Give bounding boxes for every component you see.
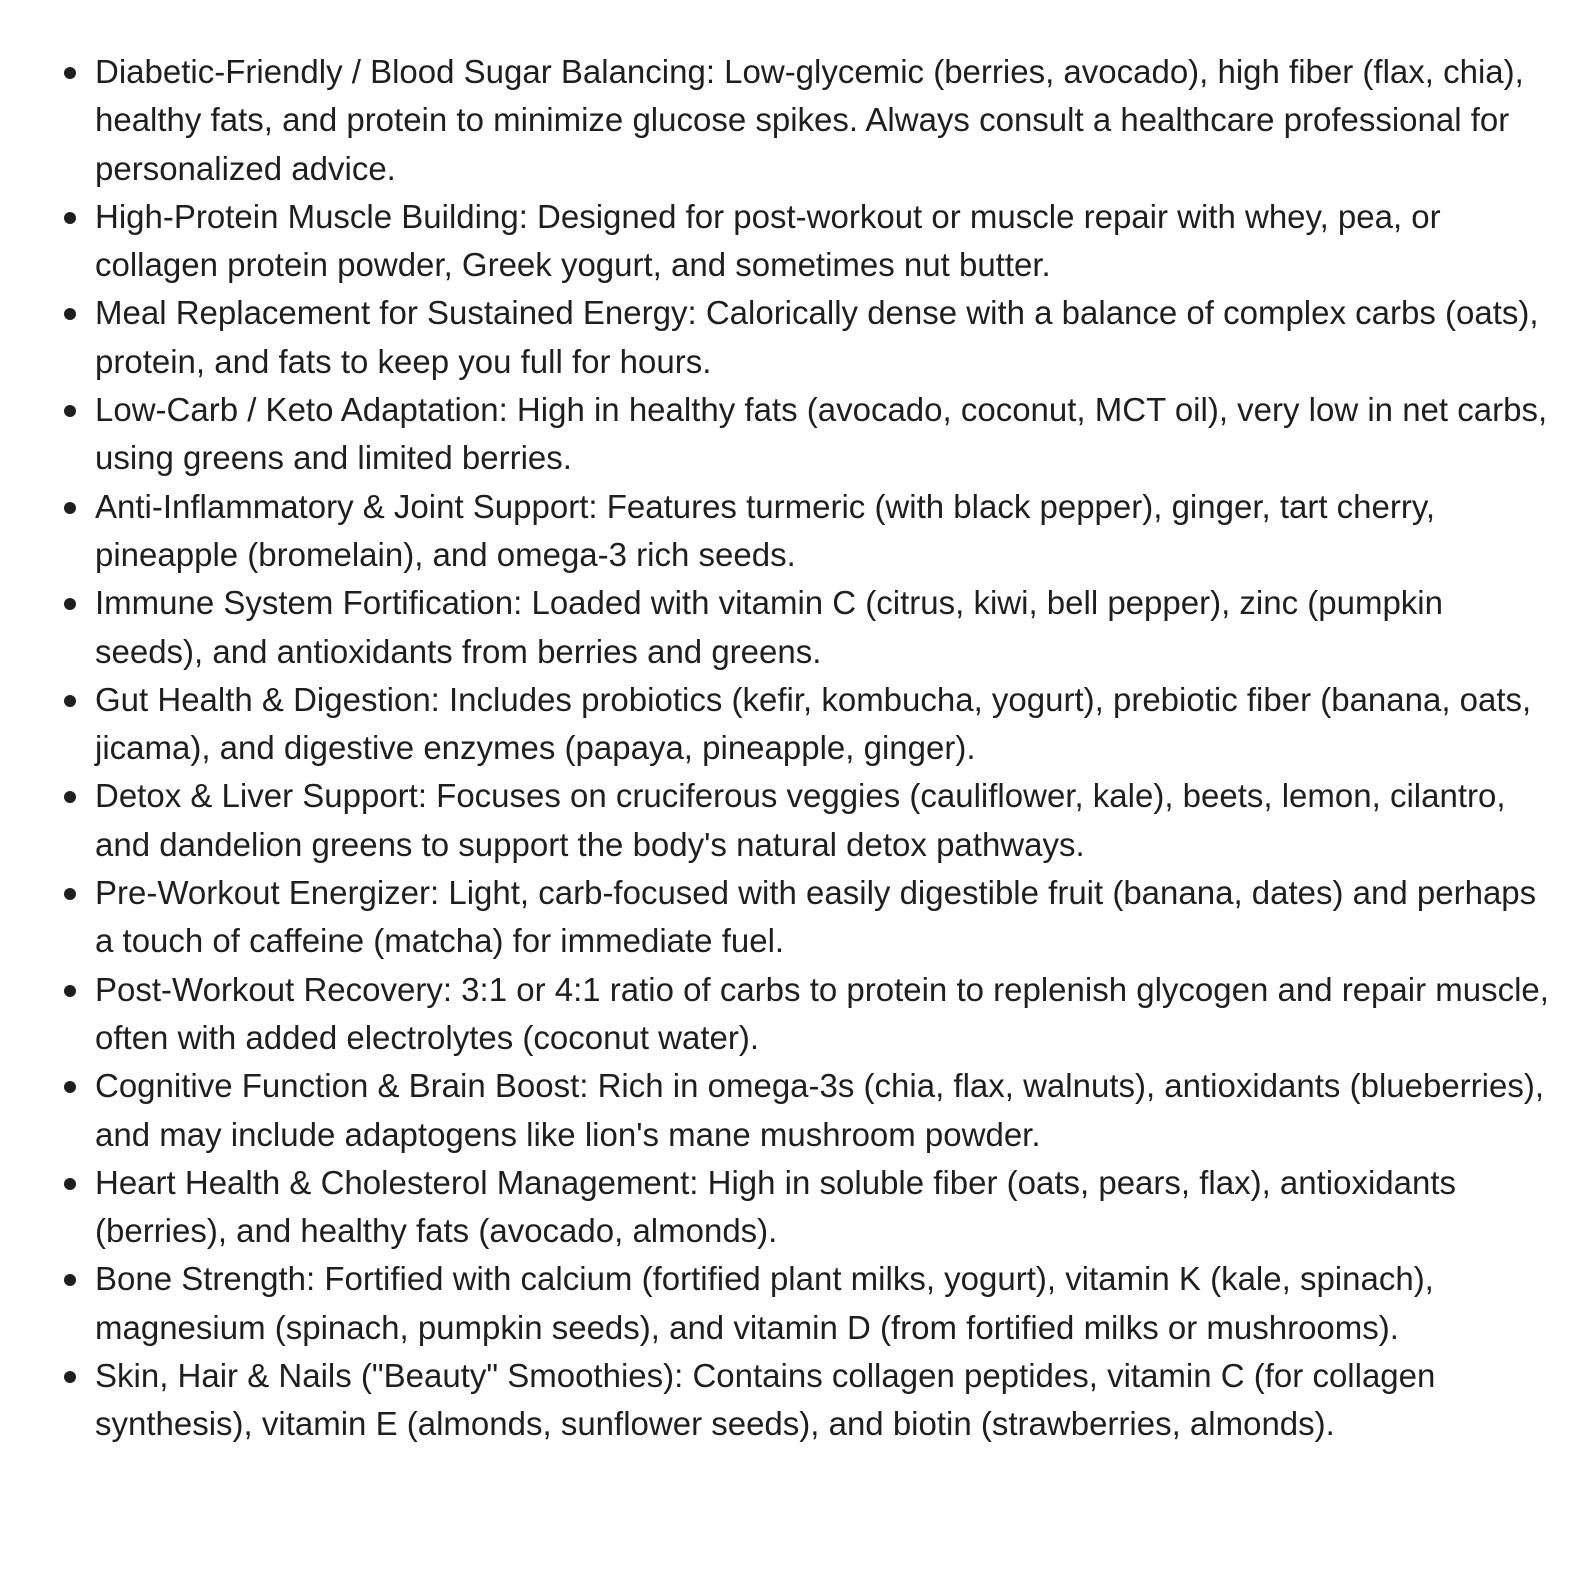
list-item bbox=[0, 483, 1588, 580]
list-item-text: Diabetic-Friendly / Blood Sugar Balancing: Low-glycemic (berries, avocado), high fiber (flax, chia), healthy fats, and protein to minimize glucose spikes. Always consult a healthcare professional for personalized advice. bbox=[95, 53, 1524, 187]
bullet-icon bbox=[64, 308, 76, 320]
list-item bbox=[0, 48, 1588, 193]
list-item-text: Detox & Liver Support: Focuses on cruciferous veggies (cauliflower, kale), beets, lemon, cilantro, and dandelion greens to support the body's natural detox pathways. bbox=[95, 777, 1506, 863]
list-item bbox=[0, 193, 1588, 290]
list-item-text: Low-Carb / Keto Adaptation: High in healthy fats (avocado, coconut, MCT oil), very low in net carbs, using greens and limited berries. bbox=[95, 391, 1548, 477]
bullet-icon bbox=[64, 695, 76, 707]
list-item-text: Post-Workout Recovery: 3:1 or 4:1 ratio of carbs to protein to replenish glycogen and repair muscle, often with added electrolytes (coconut water). bbox=[95, 970, 1549, 1056]
list-item-text: Gut Health & Digestion: Includes probiotics (kefir, kombucha, yogurt), prebiotic fiber (banana, oats, jicama), and digestive enzymes (papaya, pineapple, ginger). bbox=[95, 680, 1532, 767]
bullet-icon bbox=[64, 212, 76, 224]
list-item bbox=[0, 289, 1588, 386]
bullet-icon bbox=[64, 1274, 76, 1286]
list-item-text: Bone Strength: Fortified with calcium (fortified plant milks, yogurt), vitamin K (kale, spinach), magnesium (spinach, pumpkin seeds), and vitamin D (from fortified milks or mushrooms). bbox=[95, 1260, 1434, 1346]
list-item-text: Meal Replacement for Sustained Energy: Calorically dense with a balance of complex carbs (oats), protein, and fats to keep you full for hours. bbox=[95, 294, 1539, 380]
list-item bbox=[0, 1352, 1588, 1449]
smoothie-benefits-list bbox=[0, 48, 1588, 1449]
bullet-icon bbox=[64, 1178, 76, 1190]
bullet-icon bbox=[64, 1081, 76, 1093]
list-item bbox=[0, 772, 1588, 869]
bullet-icon bbox=[64, 598, 76, 610]
bullet-icon bbox=[64, 1371, 76, 1383]
list-item-text: High-Protein Muscle Building: Designed for post-workout or muscle repair with whey, pea, or collagen protein powder, Greek yogurt, and sometimes nut butter. bbox=[95, 197, 1441, 284]
list-item-text: Pre-Workout Energizer: Light, carb-focused with easily digestible fruit (banana, dates) and perhaps a touch of caffeine (matcha) for immediate fuel. bbox=[95, 874, 1537, 960]
bullet-icon bbox=[64, 502, 76, 514]
bullet-icon bbox=[64, 888, 76, 900]
list-item-text: Cognitive Function & Brain Boost: Rich in omega-3s (chia, flax, walnuts), antioxidants (blueberries), and may include adaptogens like lion's mane mushroom powder. bbox=[95, 1067, 1545, 1153]
list-item-text: Immune System Fortification: Loaded with vitamin C (citrus, kiwi, bell pepper), zinc (pumpkin seeds), and antioxidants from berries and greens. bbox=[95, 584, 1443, 670]
list-item-text: Heart Health & Cholesterol Management: High in soluble fiber (oats, pears, flax), antioxidants (berries), and healthy fats (avocado, almonds). bbox=[95, 1163, 1457, 1250]
list-item bbox=[0, 1255, 1588, 1352]
list-item bbox=[0, 386, 1588, 483]
list-item bbox=[0, 1159, 1588, 1256]
list-item bbox=[0, 869, 1588, 966]
bullet-icon bbox=[64, 985, 76, 997]
bullet-icon bbox=[64, 791, 76, 803]
bullet-icon bbox=[64, 67, 76, 79]
list-item bbox=[0, 1062, 1588, 1159]
document-body bbox=[0, 48, 1588, 1449]
list-item bbox=[0, 676, 1588, 773]
bullet-icon bbox=[64, 405, 76, 417]
list-item-text: Anti-Inflammatory & Joint Support: Features turmeric (with black pepper), ginger, tart cherry, pineapple (bromelain), and omega-3 rich seeds. bbox=[95, 487, 1436, 573]
list-item bbox=[0, 966, 1588, 1063]
list-item-text: Skin, Hair & Nails ("Beauty" Smoothies): Contains collagen peptides, vitamin C (for collagen synthesis), vitamin E (almonds, sunflower seeds), and biotin (strawberries, almonds). bbox=[95, 1357, 1436, 1443]
list-item bbox=[0, 579, 1588, 676]
